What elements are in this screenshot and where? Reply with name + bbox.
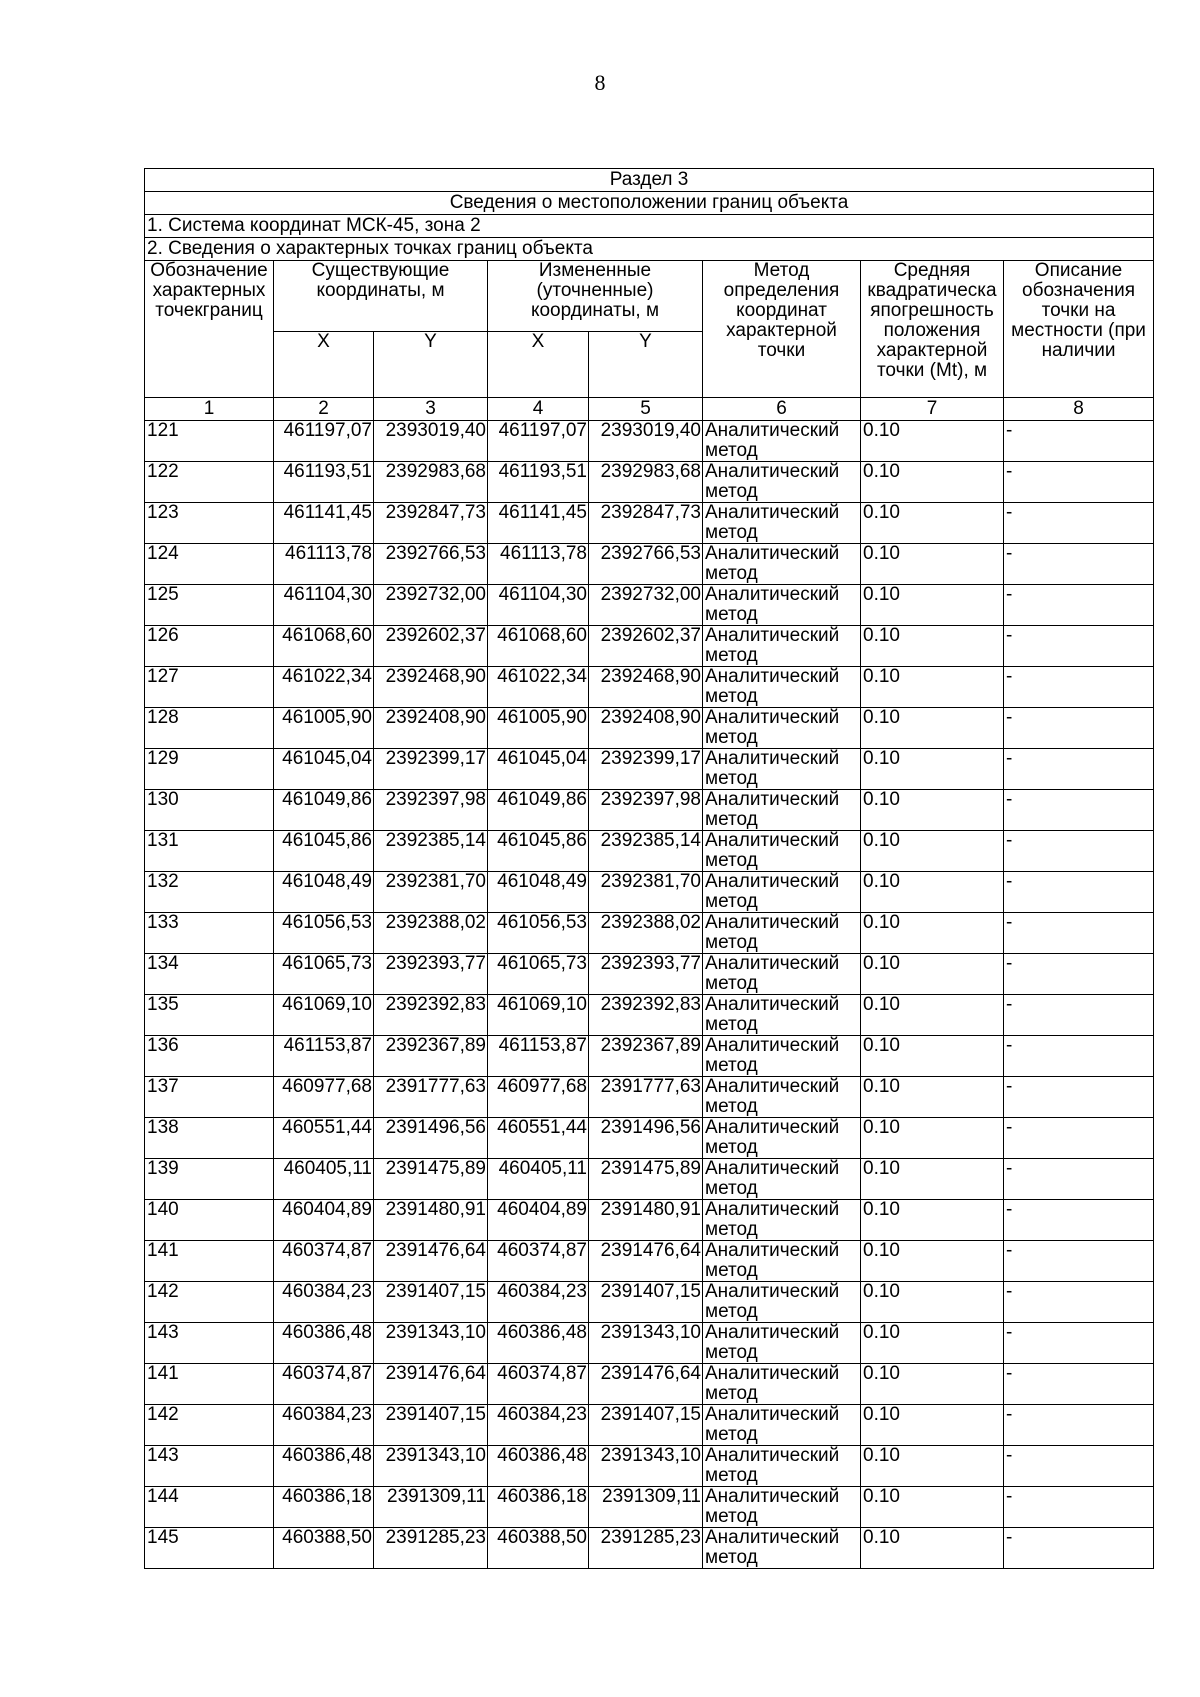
mean-error-cell: 0.10 <box>861 667 1004 708</box>
description-cell: - <box>1004 1487 1154 1528</box>
existing-y: 2391480,91 <box>374 1200 488 1241</box>
existing-x: 460404,89 <box>274 1200 374 1241</box>
existing-x: 461197,07 <box>274 421 374 462</box>
point-id: 135 <box>145 995 274 1036</box>
description-cell: - <box>1004 421 1154 462</box>
table-row <box>145 831 1154 872</box>
table-row <box>145 708 1154 749</box>
column-number: 6 <box>703 398 861 421</box>
point-id: 143 <box>145 1323 274 1364</box>
mean-error-cell: 0.10 <box>861 1241 1004 1282</box>
coordinate-system: 1. Система координат МСК-45, зона 2 <box>145 215 1154 238</box>
changed-x: 460384,23 <box>488 1282 589 1323</box>
description-cell: - <box>1004 749 1154 790</box>
changed-x: 461068,60 <box>488 626 589 667</box>
changed-x: 460384,23 <box>488 1405 589 1446</box>
description-cell: - <box>1004 790 1154 831</box>
existing-x: 461005,90 <box>274 708 374 749</box>
changed-y: 2391285,23 <box>589 1528 703 1569</box>
header-changed-coordinates: Измененные (уточненные) координаты, м <box>488 261 703 332</box>
description-cell: - <box>1004 544 1154 585</box>
mean-error-cell: 0.10 <box>861 1282 1004 1323</box>
mean-error-cell: 0.10 <box>861 1118 1004 1159</box>
existing-y: 2392468,90 <box>374 667 488 708</box>
table-row <box>145 503 1154 544</box>
point-id: 127 <box>145 667 274 708</box>
changed-x: 461104,30 <box>488 585 589 626</box>
existing-x: 460388,50 <box>274 1528 374 1569</box>
mean-error-cell: 0.10 <box>861 913 1004 954</box>
header-y-existing: Y <box>374 332 488 398</box>
method-cell: Аналитический метод <box>703 790 861 831</box>
column-number: 8 <box>1004 398 1154 421</box>
existing-y: 2392408,90 <box>374 708 488 749</box>
changed-y: 2391407,15 <box>589 1282 703 1323</box>
changed-y: 2391343,10 <box>589 1446 703 1487</box>
changed-x: 460374,87 <box>488 1241 589 1282</box>
changed-x: 461022,34 <box>488 667 589 708</box>
mean-error-cell: 0.10 <box>861 790 1004 831</box>
mean-error-cell: 0.10 <box>861 1405 1004 1446</box>
method-cell: Аналитический метод <box>703 1282 861 1323</box>
point-id: 140 <box>145 1200 274 1241</box>
mean-error-cell: 0.10 <box>861 1159 1004 1200</box>
existing-y: 2393019,40 <box>374 421 488 462</box>
description-cell: - <box>1004 954 1154 995</box>
method-cell: Аналитический метод <box>703 1487 861 1528</box>
existing-x: 461193,51 <box>274 462 374 503</box>
description-cell: - <box>1004 1282 1154 1323</box>
existing-y: 2392602,37 <box>374 626 488 667</box>
changed-x: 461141,45 <box>488 503 589 544</box>
existing-x: 460405,11 <box>274 1159 374 1200</box>
changed-x: 461049,86 <box>488 790 589 831</box>
description-cell: - <box>1004 1528 1154 1569</box>
mean-error-cell: 0.10 <box>861 585 1004 626</box>
existing-y: 2391343,10 <box>374 1446 488 1487</box>
existing-x: 460386,48 <box>274 1446 374 1487</box>
existing-x: 461065,73 <box>274 954 374 995</box>
table-row <box>145 1241 1154 1282</box>
existing-x: 461048,49 <box>274 872 374 913</box>
changed-y: 2392399,17 <box>589 749 703 790</box>
method-cell: Аналитический метод <box>703 503 861 544</box>
existing-x: 460384,23 <box>274 1282 374 1323</box>
mean-error-cell: 0.10 <box>861 1528 1004 1569</box>
description-cell: - <box>1004 1036 1154 1077</box>
point-id: 141 <box>145 1364 274 1405</box>
table-row <box>145 626 1154 667</box>
mean-error-cell: 0.10 <box>861 626 1004 667</box>
description-cell: - <box>1004 1323 1154 1364</box>
method-cell: Аналитический метод <box>703 954 861 995</box>
existing-x: 461045,86 <box>274 831 374 872</box>
existing-y: 2391476,64 <box>374 1364 488 1405</box>
method-cell: Аналитический метод <box>703 421 861 462</box>
changed-y: 2392408,90 <box>589 708 703 749</box>
description-cell: - <box>1004 1118 1154 1159</box>
description-cell: - <box>1004 1159 1154 1200</box>
column-number: 7 <box>861 398 1004 421</box>
table-row <box>145 1077 1154 1118</box>
description-cell: - <box>1004 831 1154 872</box>
method-cell: Аналитический метод <box>703 1364 861 1405</box>
column-number: 5 <box>589 398 703 421</box>
header-method: Метод определения координат характерной точки <box>703 261 861 398</box>
changed-x: 460386,48 <box>488 1446 589 1487</box>
column-number: 3 <box>374 398 488 421</box>
description-cell: - <box>1004 913 1154 954</box>
existing-y: 2391475,89 <box>374 1159 488 1200</box>
existing-y: 2391407,15 <box>374 1405 488 1446</box>
header-x-changed: X <box>488 332 589 398</box>
table-row <box>145 462 1154 503</box>
method-cell: Аналитический метод <box>703 1200 861 1241</box>
header-point-designation: Обозначение характерных точекграниц <box>145 261 274 398</box>
mean-error-cell: 0.10 <box>861 1200 1004 1241</box>
existing-x: 461068,60 <box>274 626 374 667</box>
changed-y: 2391476,64 <box>589 1364 703 1405</box>
point-id: 121 <box>145 421 274 462</box>
existing-y: 2391285,23 <box>374 1528 488 1569</box>
point-id: 128 <box>145 708 274 749</box>
existing-y: 2391309,11 <box>374 1487 488 1528</box>
point-id: 142 <box>145 1405 274 1446</box>
point-id: 137 <box>145 1077 274 1118</box>
existing-x: 461104,30 <box>274 585 374 626</box>
table-row <box>145 1446 1154 1487</box>
changed-x: 460374,87 <box>488 1364 589 1405</box>
mean-error-cell: 0.10 <box>861 995 1004 1036</box>
method-cell: Аналитический метод <box>703 1036 861 1077</box>
changed-y: 2392392,83 <box>589 995 703 1036</box>
changed-x: 461193,51 <box>488 462 589 503</box>
changed-x: 461197,07 <box>488 421 589 462</box>
existing-y: 2392397,98 <box>374 790 488 831</box>
boundary-points-table <box>144 168 1154 1569</box>
mean-error-cell: 0.10 <box>861 872 1004 913</box>
points-section-title: 2. Сведения о характерных точках границ объекта <box>145 238 1154 261</box>
existing-x: 461045,04 <box>274 749 374 790</box>
mean-error-cell: 0.10 <box>861 708 1004 749</box>
table-row <box>145 1405 1154 1446</box>
table-row <box>145 790 1154 831</box>
column-number: 4 <box>488 398 589 421</box>
changed-x: 460386,48 <box>488 1323 589 1364</box>
method-cell: Аналитический метод <box>703 544 861 585</box>
section-title: Раздел 3 <box>145 169 1154 192</box>
existing-x: 461153,87 <box>274 1036 374 1077</box>
existing-y: 2391496,56 <box>374 1118 488 1159</box>
changed-y: 2392385,14 <box>589 831 703 872</box>
changed-y: 2392766,53 <box>589 544 703 585</box>
mean-error-cell: 0.10 <box>861 421 1004 462</box>
table-row <box>145 1487 1154 1528</box>
existing-x: 460386,18 <box>274 1487 374 1528</box>
description-cell: - <box>1004 667 1154 708</box>
changed-y: 2392602,37 <box>589 626 703 667</box>
method-cell: Аналитический метод <box>703 708 861 749</box>
changed-y: 2393019,40 <box>589 421 703 462</box>
mean-error-cell: 0.10 <box>861 1446 1004 1487</box>
description-cell: - <box>1004 1405 1154 1446</box>
existing-y: 2392381,70 <box>374 872 488 913</box>
point-id: 129 <box>145 749 274 790</box>
mean-error-cell: 0.10 <box>861 1364 1004 1405</box>
table-row <box>145 585 1154 626</box>
changed-y: 2391777,63 <box>589 1077 703 1118</box>
table-row <box>145 667 1154 708</box>
method-cell: Аналитический метод <box>703 1077 861 1118</box>
existing-y: 2392766,53 <box>374 544 488 585</box>
existing-y: 2392367,89 <box>374 1036 488 1077</box>
changed-y: 2392381,70 <box>589 872 703 913</box>
header-description: Описание обозначения точки на местности (при наличии <box>1004 261 1154 398</box>
method-cell: Аналитический метод <box>703 1118 861 1159</box>
column-number: 2 <box>274 398 374 421</box>
method-cell: Аналитический метод <box>703 585 861 626</box>
description-cell: - <box>1004 503 1154 544</box>
existing-x: 461113,78 <box>274 544 374 585</box>
mean-error-cell: 0.10 <box>861 1323 1004 1364</box>
description-cell: - <box>1004 1446 1154 1487</box>
method-cell: Аналитический метод <box>703 1446 861 1487</box>
point-id: 138 <box>145 1118 274 1159</box>
table-row <box>145 421 1154 462</box>
changed-y: 2392393,77 <box>589 954 703 995</box>
table-row <box>145 1282 1154 1323</box>
changed-x: 460386,18 <box>488 1487 589 1528</box>
method-cell: Аналитический метод <box>703 749 861 790</box>
changed-y: 2391475,89 <box>589 1159 703 1200</box>
changed-x: 461048,49 <box>488 872 589 913</box>
point-id: 142 <box>145 1282 274 1323</box>
changed-y: 2391476,64 <box>589 1241 703 1282</box>
method-cell: Аналитический метод <box>703 831 861 872</box>
table-row <box>145 913 1154 954</box>
method-cell: Аналитический метод <box>703 1241 861 1282</box>
mean-error-cell: 0.10 <box>861 749 1004 790</box>
changed-x: 461045,04 <box>488 749 589 790</box>
table-row <box>145 1323 1154 1364</box>
existing-x: 461141,45 <box>274 503 374 544</box>
description-cell: - <box>1004 1241 1154 1282</box>
point-id: 124 <box>145 544 274 585</box>
table-row <box>145 1364 1154 1405</box>
point-id: 145 <box>145 1528 274 1569</box>
changed-y: 2392983,68 <box>589 462 703 503</box>
table-row <box>145 1118 1154 1159</box>
point-id: 139 <box>145 1159 274 1200</box>
point-id: 143 <box>145 1446 274 1487</box>
table-row <box>145 1528 1154 1569</box>
changed-y: 2392397,98 <box>589 790 703 831</box>
existing-y: 2392847,73 <box>374 503 488 544</box>
changed-y: 2392388,02 <box>589 913 703 954</box>
existing-y: 2392983,68 <box>374 462 488 503</box>
changed-x: 461005,90 <box>488 708 589 749</box>
table-row <box>145 995 1154 1036</box>
method-cell: Аналитический метод <box>703 667 861 708</box>
changed-y: 2391496,56 <box>589 1118 703 1159</box>
mean-error-cell: 0.10 <box>861 1487 1004 1528</box>
existing-y: 2391407,15 <box>374 1282 488 1323</box>
table-row <box>145 954 1154 995</box>
existing-y: 2392388,02 <box>374 913 488 954</box>
method-cell: Аналитический метод <box>703 462 861 503</box>
point-id: 131 <box>145 831 274 872</box>
method-cell: Аналитический метод <box>703 913 861 954</box>
table-row <box>145 544 1154 585</box>
point-id: 144 <box>145 1487 274 1528</box>
existing-y: 2392732,00 <box>374 585 488 626</box>
changed-y: 2391407,15 <box>589 1405 703 1446</box>
table-row <box>145 1159 1154 1200</box>
existing-y: 2391777,63 <box>374 1077 488 1118</box>
table-row <box>145 1200 1154 1241</box>
mean-error-cell: 0.10 <box>861 831 1004 872</box>
changed-x: 460977,68 <box>488 1077 589 1118</box>
changed-y: 2392367,89 <box>589 1036 703 1077</box>
mean-error-cell: 0.10 <box>861 503 1004 544</box>
header-x-existing: X <box>274 332 374 398</box>
point-id: 123 <box>145 503 274 544</box>
changed-x: 461065,73 <box>488 954 589 995</box>
point-id: 133 <box>145 913 274 954</box>
existing-x: 461022,34 <box>274 667 374 708</box>
description-cell: - <box>1004 1364 1154 1405</box>
description-cell: - <box>1004 1077 1154 1118</box>
method-cell: Аналитический метод <box>703 1159 861 1200</box>
existing-y: 2392385,14 <box>374 831 488 872</box>
changed-x: 460405,11 <box>488 1159 589 1200</box>
point-id: 126 <box>145 626 274 667</box>
existing-y: 2391476,64 <box>374 1241 488 1282</box>
description-cell: - <box>1004 1200 1154 1241</box>
changed-y: 2391309,11 <box>589 1487 703 1528</box>
changed-x: 461153,87 <box>488 1036 589 1077</box>
method-cell: Аналитический метод <box>703 1405 861 1446</box>
point-id: 132 <box>145 872 274 913</box>
changed-y: 2392732,00 <box>589 585 703 626</box>
existing-x: 460374,87 <box>274 1241 374 1282</box>
mean-error-cell: 0.10 <box>861 1077 1004 1118</box>
table-row <box>145 872 1154 913</box>
mean-error-cell: 0.10 <box>861 462 1004 503</box>
existing-x: 461049,86 <box>274 790 374 831</box>
description-cell: - <box>1004 708 1154 749</box>
method-cell: Аналитический метод <box>703 1528 861 1569</box>
point-id: 136 <box>145 1036 274 1077</box>
existing-y: 2392393,77 <box>374 954 488 995</box>
changed-y: 2391480,91 <box>589 1200 703 1241</box>
changed-x: 461045,86 <box>488 831 589 872</box>
method-cell: Аналитический метод <box>703 626 861 667</box>
method-cell: Аналитический метод <box>703 872 861 913</box>
mean-error-cell: 0.10 <box>861 954 1004 995</box>
description-cell: - <box>1004 995 1154 1036</box>
existing-y: 2392392,83 <box>374 995 488 1036</box>
mean-error-cell: 0.10 <box>861 1036 1004 1077</box>
changed-x: 460388,50 <box>488 1528 589 1569</box>
mean-error-cell: 0.10 <box>861 544 1004 585</box>
changed-y: 2392468,90 <box>589 667 703 708</box>
point-id: 141 <box>145 1241 274 1282</box>
point-id: 122 <box>145 462 274 503</box>
description-cell: - <box>1004 872 1154 913</box>
existing-x: 460384,23 <box>274 1405 374 1446</box>
description-cell: - <box>1004 462 1154 503</box>
point-id: 125 <box>145 585 274 626</box>
changed-x: 461113,78 <box>488 544 589 585</box>
column-number: 1 <box>145 398 274 421</box>
existing-x: 461056,53 <box>274 913 374 954</box>
changed-x: 461069,10 <box>488 995 589 1036</box>
changed-y: 2392847,73 <box>589 503 703 544</box>
header-mean-error: Средняя квадратическа япогрешность положения характерной точки (Mt), м <box>861 261 1004 398</box>
description-cell: - <box>1004 585 1154 626</box>
point-id: 130 <box>145 790 274 831</box>
existing-x: 460374,87 <box>274 1364 374 1405</box>
header-existing-coordinates: Существующие координаты, м <box>274 261 488 332</box>
section-subtitle: Сведения о местоположении границ объекта <box>145 192 1154 215</box>
changed-x: 461056,53 <box>488 913 589 954</box>
existing-x: 460551,44 <box>274 1118 374 1159</box>
point-id: 134 <box>145 954 274 995</box>
existing-x: 460386,48 <box>274 1323 374 1364</box>
header-y-changed: Y <box>589 332 703 398</box>
method-cell: Аналитический метод <box>703 995 861 1036</box>
changed-x: 460551,44 <box>488 1118 589 1159</box>
existing-x: 461069,10 <box>274 995 374 1036</box>
page-number: 8 <box>594 70 606 95</box>
changed-y: 2391343,10 <box>589 1323 703 1364</box>
description-cell: - <box>1004 626 1154 667</box>
changed-x: 460404,89 <box>488 1200 589 1241</box>
method-cell: Аналитический метод <box>703 1323 861 1364</box>
table-row <box>145 1036 1154 1077</box>
existing-y: 2392399,17 <box>374 749 488 790</box>
existing-x: 460977,68 <box>274 1077 374 1118</box>
table-row <box>145 749 1154 790</box>
existing-y: 2391343,10 <box>374 1323 488 1364</box>
